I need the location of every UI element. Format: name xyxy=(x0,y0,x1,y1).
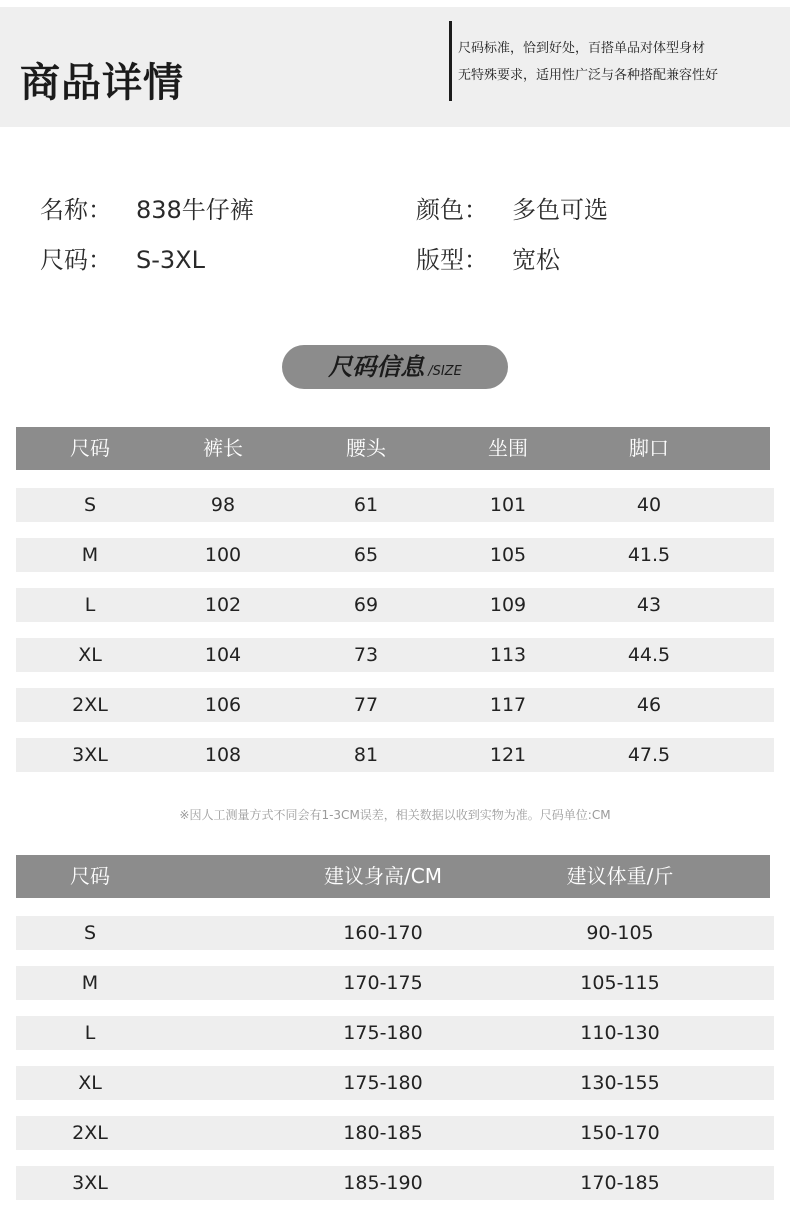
table-cell: 175-180 xyxy=(343,1072,423,1094)
table-cell: 101 xyxy=(489,494,527,516)
table-cell: 65 xyxy=(353,544,379,566)
table-cell: 100 xyxy=(204,544,242,566)
fit-table-row xyxy=(16,966,774,1000)
size-table-header-cell: 坐围 xyxy=(488,436,528,460)
table-cell: XL xyxy=(78,644,102,666)
size-info-subtitle: /SIZE xyxy=(428,364,462,379)
table-cell: M xyxy=(81,972,99,994)
table-cell: 73 xyxy=(353,644,379,666)
size-table-row xyxy=(16,488,774,522)
size-info-badge xyxy=(282,345,508,389)
table-cell: 175-180 xyxy=(343,1022,423,1044)
fit-table-row xyxy=(16,1166,774,1200)
table-cell: 170-185 xyxy=(580,1172,660,1194)
table-cell: 105 xyxy=(489,544,527,566)
table-cell: 130-155 xyxy=(580,1072,660,1094)
size-table-row xyxy=(16,688,774,722)
info-name-label: 名称： xyxy=(40,196,112,224)
table-cell: 40 xyxy=(636,494,662,516)
table-cell: 170-175 xyxy=(343,972,423,994)
table-cell: 61 xyxy=(353,494,379,516)
fit-table-header-cell: 建议体重/斤 xyxy=(566,864,674,888)
info-color xyxy=(416,190,608,225)
size-table-row xyxy=(16,538,774,572)
table-cell: 98 xyxy=(210,494,236,516)
size-table-row xyxy=(16,588,774,622)
table-cell: S xyxy=(83,922,97,944)
size-table-row xyxy=(16,738,774,772)
table-cell: 113 xyxy=(489,644,527,666)
info-name xyxy=(40,190,254,225)
size-table-header-cell: 尺码 xyxy=(70,436,110,460)
table-cell: 185-190 xyxy=(343,1172,423,1194)
table-cell: 106 xyxy=(204,694,242,716)
table-cell: 109 xyxy=(489,594,527,616)
size-info-title: 尺码信息 xyxy=(328,353,425,381)
table-cell: 160-170 xyxy=(343,922,423,944)
info-name-value: 838牛仔裤 xyxy=(136,196,254,224)
table-cell: 117 xyxy=(489,694,527,716)
size-table-header-cell: 腰头 xyxy=(346,436,386,460)
table-cell: 105-115 xyxy=(580,972,660,994)
table-cell: L xyxy=(84,594,96,616)
header-description-line-1: 尺码标准，恰到好处，百搭单品对体型身材 xyxy=(458,41,706,56)
table-cell: 44.5 xyxy=(627,644,671,666)
info-size-value: S-3XL xyxy=(136,246,205,274)
table-cell: 41.5 xyxy=(627,544,671,566)
header-divider xyxy=(449,21,452,101)
table-cell: 69 xyxy=(353,594,379,616)
table-cell: 43 xyxy=(636,594,662,616)
table-cell: 121 xyxy=(489,744,527,766)
table-cell: XL xyxy=(78,1072,102,1094)
table-cell: 3XL xyxy=(72,1172,108,1194)
table-cell: 102 xyxy=(204,594,242,616)
fit-table-row xyxy=(16,1066,774,1100)
info-size-label: 尺码： xyxy=(40,246,112,274)
info-fit-label: 版型： xyxy=(416,246,488,274)
header-description xyxy=(458,35,783,89)
table-cell: 180-185 xyxy=(343,1122,423,1144)
page-title: 商品详情 xyxy=(20,60,184,106)
info-size xyxy=(40,240,205,275)
table-cell: M xyxy=(81,544,99,566)
table-cell: 2XL xyxy=(72,1122,108,1144)
table-cell: S xyxy=(83,494,97,516)
info-fit xyxy=(416,240,560,275)
fit-table-header-cell: 尺码 xyxy=(70,864,110,888)
info-fit-value: 宽松 xyxy=(512,246,560,274)
fit-table-row xyxy=(16,1116,774,1150)
table-cell: 150-170 xyxy=(580,1122,660,1144)
size-table-header-cell: 裤长 xyxy=(203,436,243,460)
table-cell: 110-130 xyxy=(580,1022,660,1044)
table-cell: 3XL xyxy=(72,744,108,766)
table-cell: 46 xyxy=(636,694,662,716)
table-cell: 47.5 xyxy=(627,744,671,766)
fit-table-row xyxy=(16,916,774,950)
fit-table-header-cell: 建议身高/CM xyxy=(324,864,442,888)
info-color-label: 颜色： xyxy=(416,196,488,224)
table-cell: 77 xyxy=(353,694,379,716)
fit-table-header xyxy=(16,855,770,898)
table-cell: 81 xyxy=(353,744,379,766)
size-table-row xyxy=(16,638,774,672)
page-header xyxy=(0,7,790,127)
table-cell: 108 xyxy=(204,744,242,766)
fit-table-row xyxy=(16,1016,774,1050)
table-cell: 2XL xyxy=(72,694,108,716)
header-description-line-2: 无特殊要求，适用性广泛与各种搭配兼容性好 xyxy=(458,68,719,83)
table-cell: 104 xyxy=(204,644,242,666)
table-cell: 90-105 xyxy=(586,922,654,944)
measurement-note: ※因人工测量方式不同会有1-3CM误差，相关数据以收到实物为准。尺码单位:CM xyxy=(179,808,611,822)
size-table-header-cell: 脚口 xyxy=(629,436,669,460)
size-table-header xyxy=(16,427,770,470)
table-cell: L xyxy=(84,1022,96,1044)
info-color-value: 多色可选 xyxy=(512,196,608,224)
